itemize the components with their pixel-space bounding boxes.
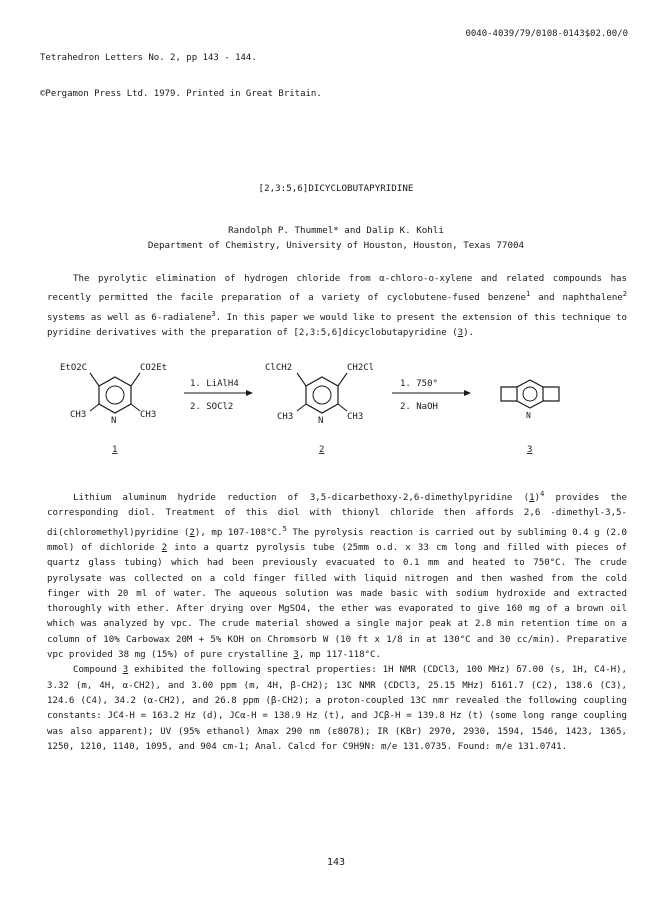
reaction-arrow-1 [184,379,253,412]
synthesis-text-6: into a quartz pyrolysis tube (25mm o.d. x 33 cm long and filled with pieces of quartz glass tubing) which had been previously evacuated to 0.1 mm and heated to 750°C. The crude pyrolysate was collected on a cold finger filled with liquid nitrogen and then washed from the cold finger with 20 ml of water. The aqueous solution was made basic with sodium hydroxide and extracted thoroughly with ether. After drying over MgSO4, the ether was evaporated to give 160 mg of a brown oil which was analyzed by vpc. The crude material showed a single major peak at 2.8 min retention time on a column of 10% Carbowax 20M + 5% KOH on Chromsorb W (10 ft x 1/8 in at 130°C and 30 cc/min). Preparative vpc provided 38 mg (15%) of pure crystalline [47,542,627,661]
intro-text-2: and naphthalene [530,293,623,304]
compound-ref-2b: 2 [161,542,168,553]
intro-paragraph [47,272,627,341]
compound-1-methyl-left: CH3 [70,410,87,420]
step-1-reagent-a: 1. LiAlH4 [190,379,239,389]
compound-3-label: 3 [527,445,533,455]
compound-ref-3c: 3 [122,665,129,676]
article-authors: Randolph P. Thummel* and Dalip K. Kohli [228,225,444,236]
synthesis-paragraph [47,487,627,663]
step-2-reagent-a: 1. 750° [400,379,438,389]
step-1-reagent-b: 2. SOCl2 [190,402,234,412]
compound-1-ester-left: EtO2C [60,363,88,373]
compound-1-structure [60,363,167,455]
intro-text-1: The pyrolytic elimination of hydrogen chloride from α-chloro-o-xylene and related compounds has recently permitted the facile preparation of a variety of cyclobutene-fused benzene [47,274,627,304]
header-citation: Tetrahedron Letters No. 2, pp 143 - 144. [40,53,257,63]
compound-1-nitrogen: N [111,416,117,426]
article-affiliation: Department of Chemistry, University of Houston, Houston, Texas 77004 [147,240,525,251]
journal-header [40,28,322,124]
ref-2: 2 [622,290,627,299]
compound-1-ester-right: CO2Et [140,363,168,373]
synthesis-text-2: ) [534,493,541,504]
compound-2-structure [265,363,374,455]
compound-2-label: 2 [319,445,325,455]
synthesis-text-4: ), mp 107-108°C. [194,527,283,538]
intro-text-4: . In this paper we would like to present the extension of this technique to pyridine derivatives with the preparation of [2,3:5,6]dicyclobutapyridine ( [47,312,627,338]
reaction-arrow-2 [392,379,471,412]
compound-2-chloromethyl-left: ClCH2 [265,363,293,373]
header-copyright: ©Pergamon Press Ltd. 1979. Printed in Great Britain. [40,89,322,99]
page-number: 143 [326,857,346,868]
compound-ref-1: 1 [529,493,535,504]
ref-1: 1 [526,290,531,299]
header-code: 0040-4039/79/0108-0143$02.00/0 [465,29,628,39]
compound-2-methyl-left: CH3 [277,412,294,422]
compound-3-nitrogen: N [526,411,531,420]
compound-3-structure [501,380,559,455]
intro-text-5: ). [463,327,475,338]
article-title: [2,3:5,6]DICYCLOBUTAPYRIDINE [258,183,414,194]
intro-text-3: systems as well as 6-radialene [47,312,212,323]
synthesis-text-5: The pyrolysis reaction is carried out by subliming 0.4 g (2.0 mmol) of dichloride [47,527,627,553]
compound-ref-2: 2 [189,527,195,538]
reaction-scheme [60,355,620,465]
synthesis-text-7: , mp 117-118°C. [298,650,381,661]
spectral-paragraph [47,663,627,755]
step-2-reagent-b: 2. NaOH [400,402,438,412]
compound-1-methyl-right: CH3 [140,410,157,420]
ref-3: 3 [211,309,216,318]
spectral-text-1: Compound [73,665,123,676]
compound-2-nitrogen: N [318,416,324,426]
ref-5: 5 [282,524,287,533]
compound-1-label: 1 [112,445,118,455]
synthesis-text-3: provides the corresponding diol. Treatment of this diol with thionyl chloride then affords 2,6 -dimethyl-3,5-di(chloromethyl)pyridine ( [47,493,627,538]
compound-2-methyl-right: CH3 [347,412,364,422]
compound-ref-3: 3 [457,327,464,338]
compound-2-chloromethyl-right: CH2Cl [347,363,375,373]
spectral-text-2: exhibited the following spectral properties: 1H NMR (CDCl3, 100 MHz) δ7.00 (s, 1H, C4-H), 3.32 (m, 4H, α-CH2), and 3.00 ppm (m, 4H, β-CH2); 13C NMR (CDCl3, 25.15 MHz) δ161.7 (C2), 138.6 (C3), 124.6 (C4), 34.2 (α-CH2), and 26.8 ppm (β-CH2); a proton-coupled 13C nmr revealed the following coupling constants: JC4-H = 163.2 Hz (d), JCα-H = 138.9 Hz (t), and JCβ-H = 139.8 Hz (t) (some long range coupling was also apparent); UV (95% ethanol) λmax 290 nm (ε8078); IR (KBr) 2970, 2930, 1594, 1546, 1423, 1365, 1250, 1210, 1140, 1095, and 904 cm-1; Anal. Calcd for C9H9N: m/e 131.0735. Found: m/e 131.0741. [47,665,627,752]
synthesis-text-1: Lithium aluminum hydride reduction of 3,5-dicarbethoxy-2,6-dimethylpyridine ( [73,493,530,504]
ref-4: 4 [540,490,545,498]
compound-ref-3b: 3 [293,650,299,661]
body-text [47,487,627,755]
